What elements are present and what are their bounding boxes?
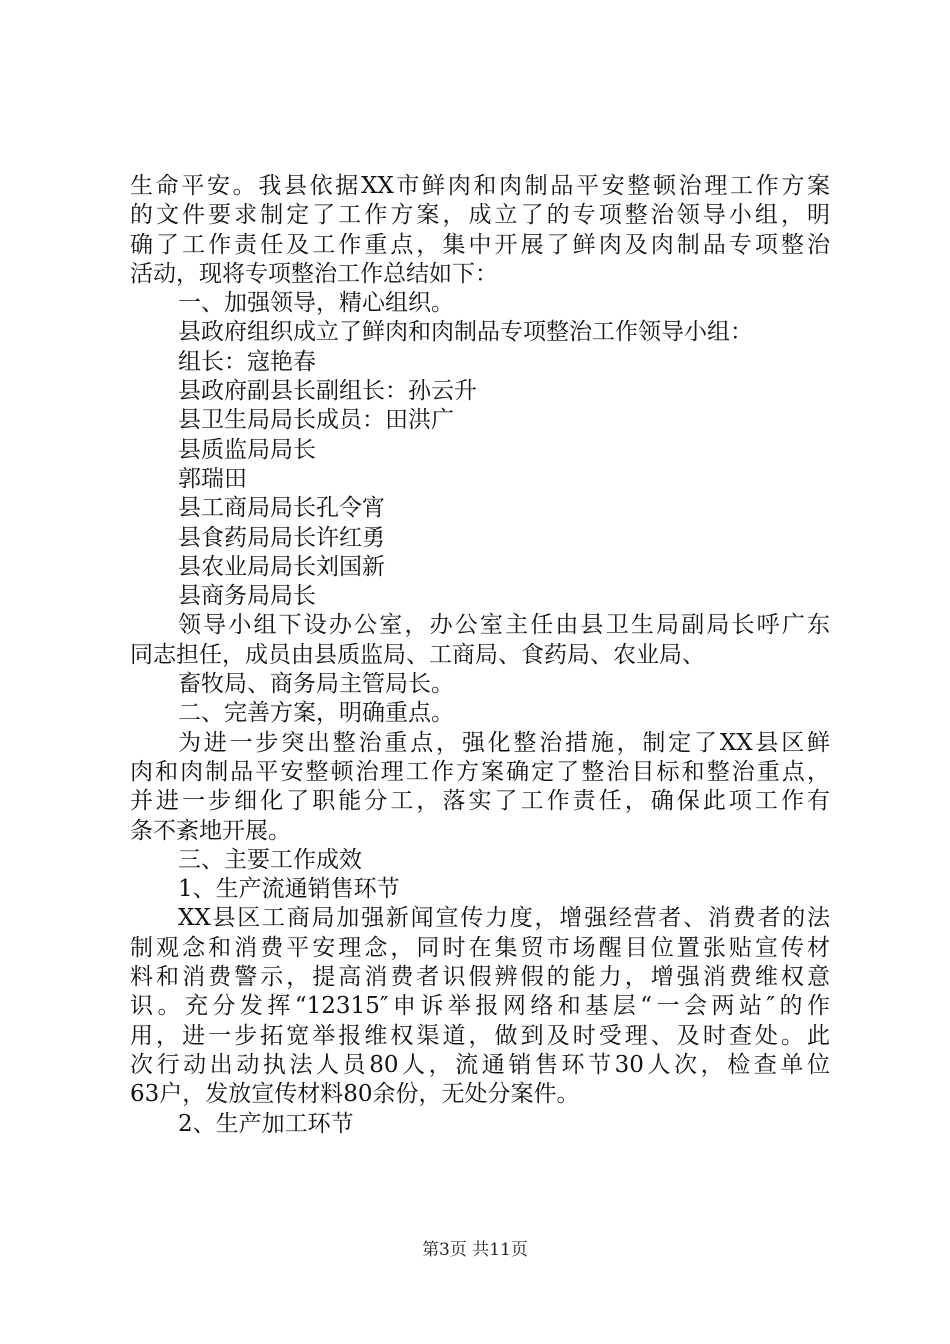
text-line: 生命平安。我县依据XX市鲜肉和肉制品平安整顿治理工作方案 [130,173,830,199]
text-line: 县政府组织成立了鲜肉和肉制品专项整治工作领导小组： [178,319,753,346]
text-line: 制观念和消费平安理念，同时在集贸市场醒目位置张贴宣传材 [130,934,830,961]
text-line: 领导小组下设办公室，办公室主任由县卫生局副局长呼广东 [178,612,830,639]
text-line: 确了工作责任及工作重点，集中开展了鲜肉及肉制品专项整治 [130,231,830,258]
text-line: 识。充分发挥“12315″申诉举报网络和基层“一会两站″的作 [130,993,830,1020]
page-number-footer: 第3页 共11页 [422,1240,528,1260]
section-heading: 一、加强领导，精心组织。 [178,290,454,317]
member-line: 县食药局局长许红勇 [178,524,385,551]
text-line: 63户，发放宣传材料80余份，无处分案件。 [130,1081,580,1108]
member-line: 县质监局局长 [178,436,316,463]
text-line: 并进一步细化了职能分工，落实了工作责任，确保此项工作有 [130,788,830,815]
text-line: 次行动出动执法人员80人，流通销售环节30人次，检查单位 [130,1051,830,1078]
text-line: 用，进一步拓宽举报维权渠道，做到及时受理、及时查处。此 [130,1022,830,1049]
subsection-heading: 2、生产加工环节 [178,1110,354,1137]
text-line: 条不紊地开展。 [130,817,291,844]
text-line: 同志担任，成员由县质监局、工商局、食药局、农业局、 [130,641,705,668]
text-line: XX县区工商局加强新闻宣传力度，增强经营者、消费者的法 [178,905,830,932]
text-line: 为进一步突出整治重点，强化整治措施，制定了XX县区鲜 [178,729,830,756]
text-line: 畜牧局、商务局主管局长。 [178,671,454,698]
text-line: 肉和肉制品平安整顿治理工作方案确定了整治目标和整治重点， [130,758,830,785]
member-line: 郭瑞田 [178,465,247,492]
subsection-heading: 1、生产流通销售环节 [178,876,400,903]
text-line: 的文件要求制定了工作方案，成立了的专项整治领导小组，明 [130,202,830,229]
section-heading: 三、主要工作成效 [178,846,362,873]
member-line: 县卫生局局长成员：田洪广 [178,407,454,434]
text-line: 活动，现将专项整治工作总结如下： [130,260,498,287]
document-body [130,172,830,1139]
member-line: 县工商局局长孔令宵 [178,495,385,522]
text-line: 料和消费警示，提高消费者识假辨假的能力，增强消费维权意 [130,964,830,991]
member-line: 县商务局局长 [178,583,316,610]
member-line: 县政府副县长副组长：孙云升 [178,378,477,405]
member-line: 县农业局局长刘国新 [178,553,385,580]
section-heading: 二、完善方案，明确重点。 [178,700,454,727]
member-line: 组长：寇艳春 [178,348,316,375]
